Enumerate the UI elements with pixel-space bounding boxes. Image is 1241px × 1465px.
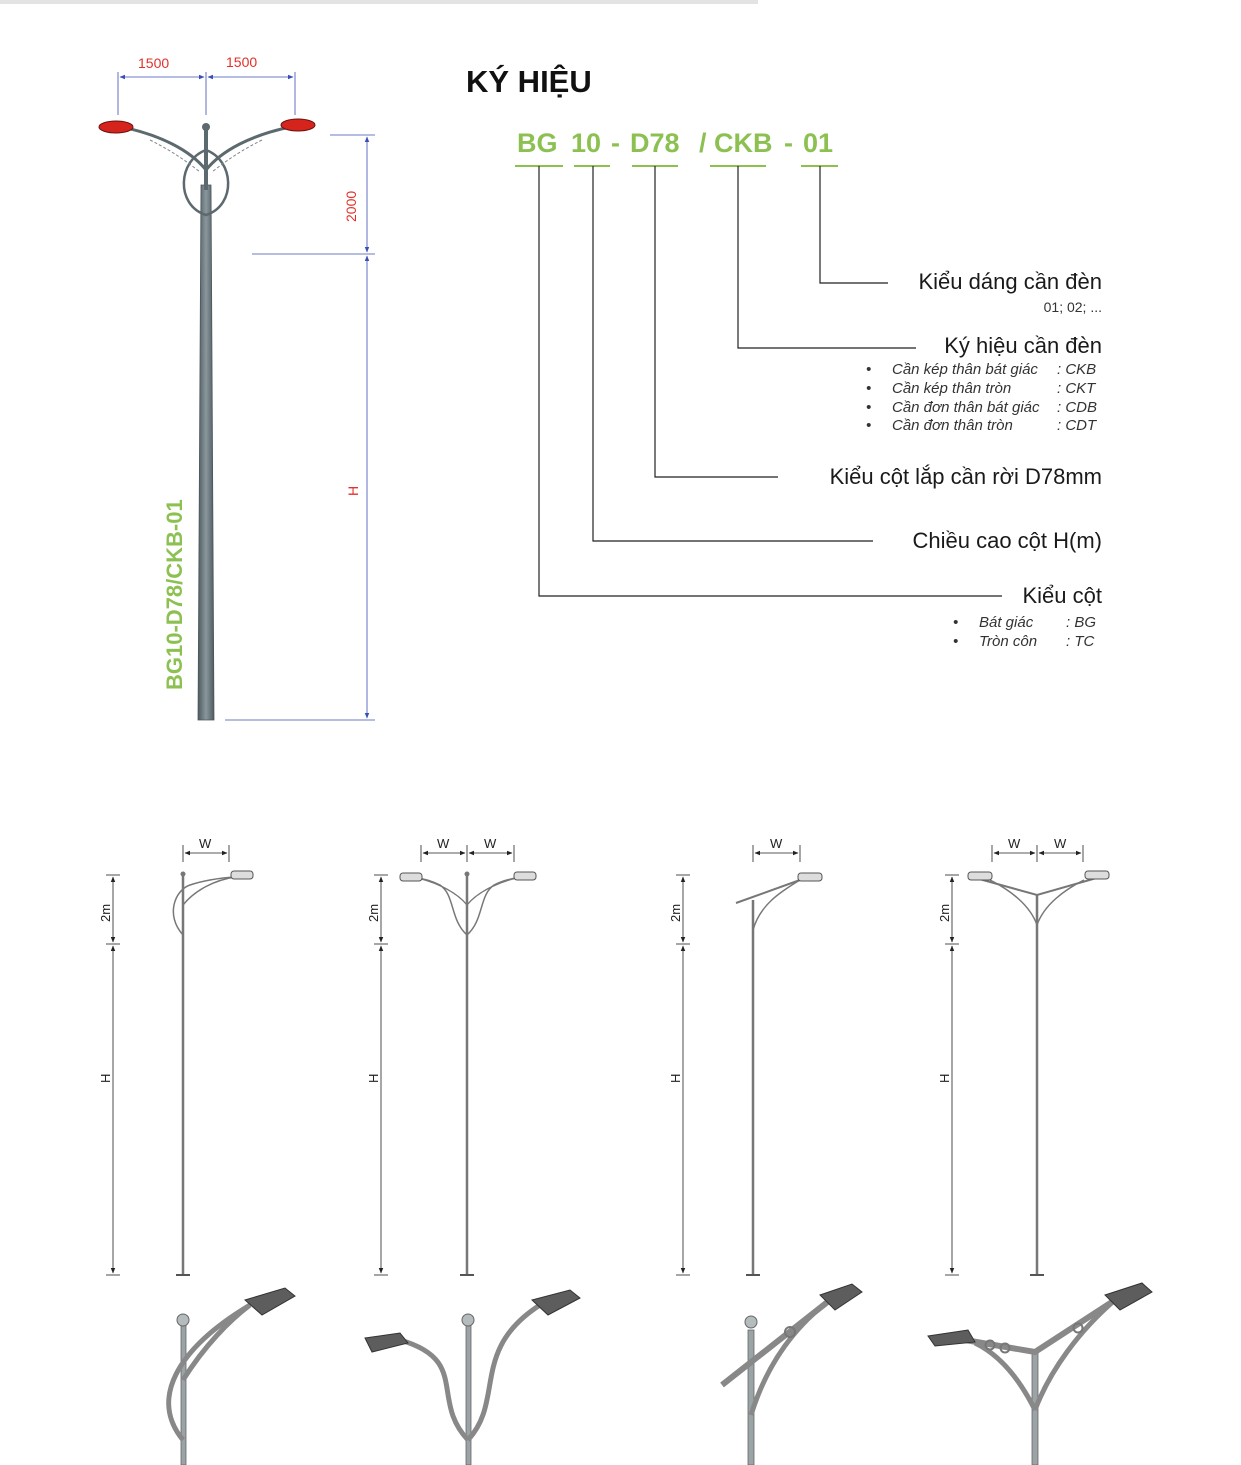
right-lamp-head-icon — [281, 119, 315, 131]
variant-3-w: W — [770, 836, 783, 851]
variant-3-pole — [736, 873, 822, 1275]
variant-4-h: H — [937, 1073, 952, 1083]
code-part-style: 01 — [803, 128, 834, 158]
variant-2-pole — [400, 872, 536, 1276]
code-part-arm: / CKB — [699, 128, 773, 158]
variant-3-2m: 2m — [668, 903, 683, 922]
legend-arm-item-code: : CKT — [1057, 380, 1096, 397]
code-part-mount: D78 — [630, 128, 680, 158]
code-part-height: 10 — [571, 128, 602, 158]
legend-mount-label: Kiểu cột lắp cần rời D78mm — [829, 464, 1102, 489]
closeup-3 — [722, 1284, 862, 1465]
legend-arm-label: Ký hiệu cần đèn — [944, 333, 1102, 358]
variant-2-w-left: W — [437, 836, 450, 851]
closeup-1 — [169, 1288, 295, 1465]
left-lamp-head-icon — [99, 121, 133, 133]
variant-2-w-right: W — [484, 836, 497, 851]
dim-right-width: 1500 — [226, 54, 258, 70]
variant-2-2m: 2m — [366, 903, 381, 922]
code-part-dash-1: - — [611, 128, 620, 158]
main-pole — [99, 119, 315, 720]
main-pole-dimensions — [118, 72, 375, 720]
legend-arm-bullet: • — [866, 417, 872, 434]
code-part-type: BG — [517, 128, 558, 158]
legend-arm-item-name: Cần đơn thân bát giác — [892, 399, 1040, 416]
legend-type-item-name: Bát giác — [979, 614, 1034, 631]
legend-arm-item-code: : CDT — [1057, 417, 1097, 434]
legend-arm-item-name: Cần đơn thân tròn — [892, 417, 1013, 434]
dim-left-width: 1500 — [138, 55, 170, 71]
variant-4-pole — [968, 871, 1109, 1275]
legend-type-item-code: : BG — [1066, 614, 1097, 631]
variant-3-h: H — [668, 1073, 683, 1083]
legend-type-bullet: • — [953, 614, 959, 631]
legend-arm-item-code: : CKB — [1057, 361, 1097, 378]
variant-4-w-right: W — [1054, 836, 1067, 851]
legend-style-sub: 01; 02; ... — [1043, 299, 1102, 315]
legend-arm-item-name: Cần kép thân bát giác — [892, 361, 1038, 378]
legend-arm-bullet: • — [866, 380, 872, 397]
dim-arm-height: 2000 — [343, 190, 359, 222]
legend-arm-item-name: Cần kép thân tròn — [892, 380, 1012, 397]
legend-type-item-name: Tròn côn — [979, 633, 1038, 650]
variant-4-w-left: W — [1008, 836, 1021, 851]
legend-arm-item-code: : CDB — [1057, 399, 1098, 416]
variant-2-h: H — [366, 1073, 381, 1083]
legend-height-label: Chiều cao cột H(m) — [912, 528, 1102, 553]
legend-type-bullet: • — [953, 633, 959, 650]
main-pole-code: BG10-D78/CKB-01 — [162, 499, 187, 690]
page-title: KÝ HIỆU — [466, 64, 592, 99]
variant-poles — [173, 871, 1109, 1275]
dim-pole-height: H — [345, 485, 361, 496]
code-part-dash-2: - — [784, 128, 793, 158]
legend-arm-bullet: • — [866, 361, 872, 378]
legend-type-label: Kiểu cột — [1022, 583, 1102, 608]
closeup-4 — [928, 1283, 1152, 1465]
variant-1-h: H — [98, 1073, 113, 1083]
legend-style-label: Kiểu dáng cần đèn — [918, 269, 1102, 294]
closeup-2 — [365, 1290, 580, 1465]
legend-arm-bullet: • — [866, 399, 872, 416]
variant-1-w: W — [199, 836, 212, 851]
legend-type-item-code: : TC — [1066, 633, 1095, 650]
arm-closeups — [169, 1283, 1152, 1465]
variant-1-2m: 2m — [98, 903, 113, 922]
variant-4-2m: 2m — [937, 903, 952, 922]
variant-1-pole — [173, 871, 253, 1275]
